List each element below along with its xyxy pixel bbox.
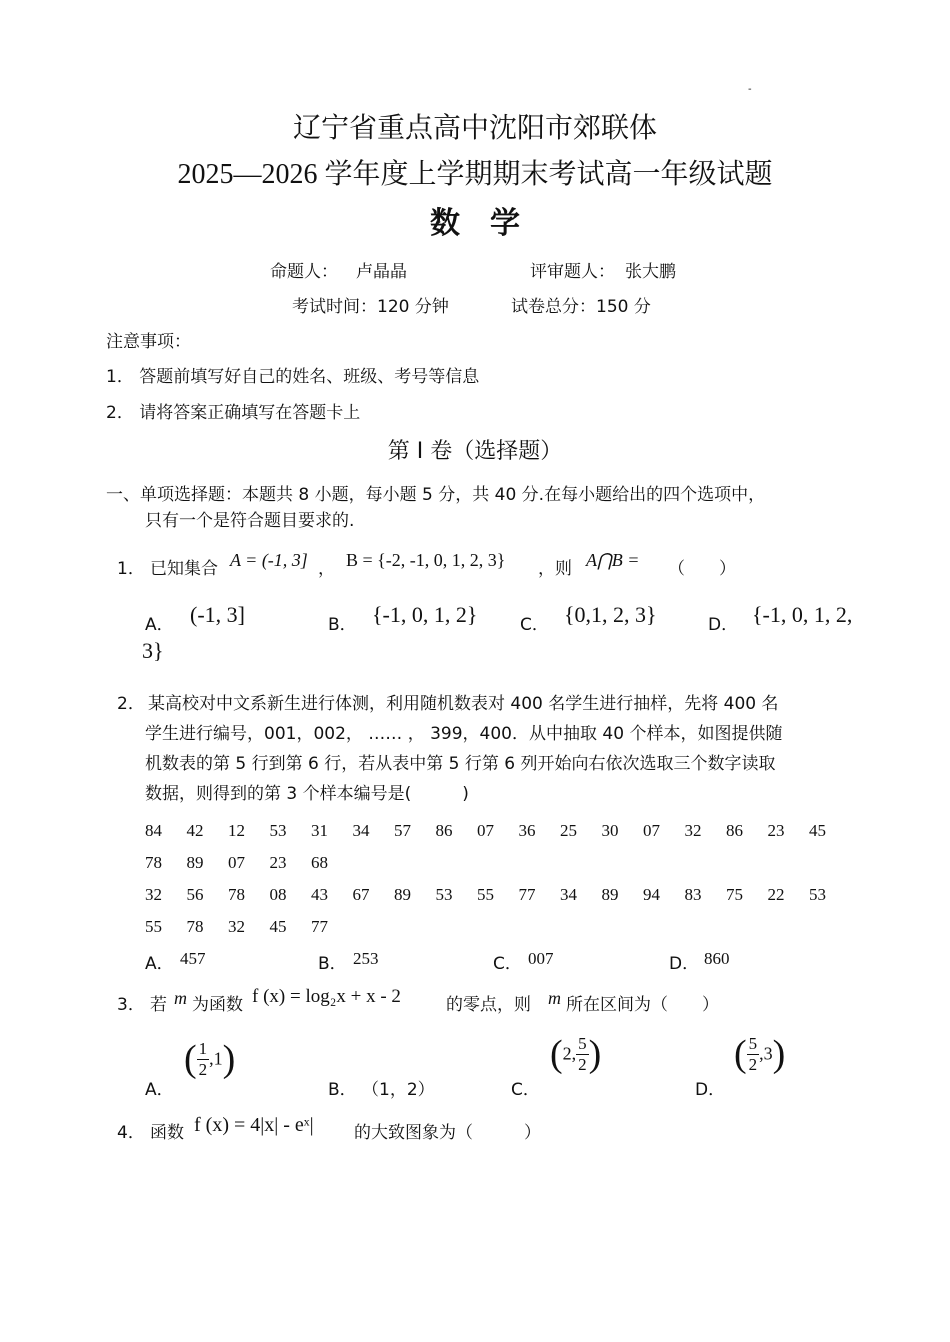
q4-tail: 的大致图象为（ ）	[354, 1123, 541, 1143]
q1-answer-blank: （ ）	[668, 559, 736, 579]
random-table-row	[145, 885, 851, 905]
left-paren-icon: (	[734, 1033, 747, 1075]
random-number: 77	[311, 917, 328, 936]
right-paren-icon: )	[222, 1038, 236, 1080]
random-number: 89	[601, 885, 619, 904]
random-number: 23	[767, 821, 785, 840]
random-number: 68	[311, 853, 328, 872]
left-paren-icon: (	[550, 1033, 563, 1075]
random-number: 89	[394, 885, 411, 904]
random-number: 94	[643, 885, 660, 904]
random-number: 55	[145, 917, 162, 936]
section-intro-line1: 一、单项选择题：本题共 8 小题，每小题 5 分，共 40 分.在每小题给出的四个选项中，	[106, 485, 766, 505]
random-number: 45	[809, 821, 826, 840]
random-number: 56	[186, 885, 204, 904]
q2-option-a-label: A．	[145, 954, 174, 974]
fraction: $\frac{1}{2}$	[198, 1038, 208, 1079]
random-number: 07	[477, 821, 494, 840]
q1-option-c: {0,1, 2, 3}	[564, 602, 657, 627]
q2-option-b-label: B．	[318, 954, 347, 974]
q3-number: 3．	[117, 995, 145, 1015]
random-number: 22	[767, 885, 785, 904]
random-number: 08	[269, 885, 287, 904]
q1-option-a-label: A．	[145, 615, 174, 635]
random-number: 78	[145, 853, 162, 872]
q1-number: 1．	[117, 559, 145, 579]
q2-option-c: 007	[528, 949, 554, 968]
q2-line: 学生进行编号，001，002， …… ， 399，400．从中抽取 40 个样本，如图提供随	[145, 724, 783, 744]
q3-option-a: ( $\frac{1}{2}$ ,1)	[184, 1038, 236, 1080]
left-paren-icon: (	[184, 1038, 197, 1080]
random-number: 53	[809, 885, 826, 904]
q1-option-d-label: D．	[708, 615, 739, 635]
q2-option-a: 457	[180, 949, 206, 968]
random-number: 55	[477, 885, 494, 904]
q3-post: 的零点，则	[446, 995, 531, 1015]
random-table-row	[145, 917, 353, 937]
random-number: 86	[726, 821, 743, 840]
fraction: $\frac{5}{2}$	[578, 1033, 587, 1074]
random-number: 32	[145, 885, 162, 904]
q3-var-m: m	[174, 988, 187, 1008]
random-number: 77	[518, 885, 536, 904]
random-number: 45	[269, 917, 287, 936]
q3-tail: 所在区间为（ ）	[566, 995, 719, 1015]
q3-option-b-label: B．	[328, 1080, 357, 1100]
q3-option-d-label: D．	[695, 1080, 726, 1100]
random-number: 57	[394, 821, 411, 840]
notes-title: 注意事项：	[106, 332, 191, 352]
random-number: 12	[228, 821, 245, 840]
random-number: 43	[311, 885, 328, 904]
corner-dot: -	[748, 84, 752, 95]
q4-function: f (x) = 4|x| - eˣ|	[194, 1114, 314, 1136]
note-item: 1． 答题前填写好自己的姓名、班级、考号等信息	[106, 367, 480, 387]
q1-set-a: A = (-1, 3]	[230, 550, 308, 570]
q1-option-b: {-1, 0, 1, 2}	[372, 602, 478, 627]
right-paren-icon: )	[588, 1033, 602, 1075]
q3-option-c: (2, $\frac{5}{2}$ )	[550, 1033, 602, 1075]
random-number: 83	[684, 885, 702, 904]
q1-option-b-label: B．	[328, 615, 357, 635]
q2-line: 数据，则得到的第 3 个样本编号是( )	[145, 784, 469, 804]
q1-option-a: (-1, 3]	[190, 602, 245, 627]
section-title: 第 I 卷（选择题）	[387, 439, 563, 464]
exam-title-line1: 辽宁省重点高中沈阳市郊联体	[292, 111, 657, 144]
random-number: 25	[560, 821, 577, 840]
random-number: 36	[518, 821, 536, 840]
section-intro-line2: 只有一个是符合题目要求的.	[145, 511, 355, 531]
subject-title: 数学	[430, 206, 550, 241]
exam-score: 试卷总分：150 分	[511, 297, 651, 317]
random-number: 89	[186, 853, 204, 872]
q2-option-d: 860	[704, 949, 730, 968]
random-number: 23	[269, 853, 287, 872]
exam-title-line2: 2025—2026 学年度上学期期末考试高一年级试题	[177, 159, 773, 190]
exam-time: 考试时间：120 分钟	[292, 297, 449, 317]
q2-line: 某高校对中文系新生进行体测，利用随机数表对 400 名学生进行抽样，先将 400 名	[148, 694, 779, 714]
random-table-row	[145, 853, 353, 873]
random-number: 78	[186, 917, 204, 936]
q2-option-b: 253	[353, 949, 379, 968]
right-paren-icon: )	[772, 1033, 786, 1075]
random-number: 32	[684, 821, 702, 840]
random-number: 53	[435, 885, 453, 904]
q1-option-d-cont: 3}	[142, 638, 164, 663]
q1-set-b: B = {-2, -1, 0, 1, 2, 3}	[346, 550, 506, 570]
q3-function: f (x) = log₂x + x - 2	[252, 986, 401, 1007]
reviewer-name: 张大鹏	[625, 262, 676, 282]
q3-option-c-label: C．	[511, 1080, 540, 1100]
random-number: 84	[145, 821, 162, 840]
random-number: 30	[601, 821, 619, 840]
q3-option-d: ( $\frac{5}{2}$ ,3)	[734, 1033, 786, 1075]
q1-text: 已知集合	[150, 559, 218, 579]
q1-option-c-label: C．	[520, 615, 549, 635]
random-number: 75	[726, 885, 743, 904]
q1-comma: ，	[318, 559, 335, 579]
q2-line: 机数表的第 5 行到第 6 行，若从表中第 5 行第 6 列开始向右依次选取三个数字读取	[145, 754, 776, 774]
q3-pre: 若	[150, 995, 167, 1015]
q4-pre: 函数	[150, 1123, 184, 1143]
random-number: 07	[643, 821, 660, 840]
random-number: 42	[186, 821, 204, 840]
author-label: 命题人：	[270, 262, 338, 282]
q2-number: 2．	[117, 694, 145, 714]
random-number: 34	[560, 885, 577, 904]
q4-number: 4．	[117, 1123, 145, 1143]
q1-intersection: A⋂B =	[586, 550, 640, 570]
q2-option-d-label: D．	[669, 954, 700, 974]
random-number: 31	[311, 821, 328, 840]
fraction: $\frac{5}{2}$	[748, 1033, 758, 1074]
q3-mid: 为函数	[192, 995, 243, 1015]
random-number: 53	[269, 821, 287, 840]
random-number: 67	[352, 885, 370, 904]
note-item: 2． 请将答案正确填写在答题卡上	[106, 403, 361, 423]
reviewer-label: 评审题人：	[530, 262, 615, 282]
q3-var-m2: m	[548, 988, 561, 1008]
random-number: 34	[352, 821, 370, 840]
random-number: 32	[228, 917, 245, 936]
q3-option-b: （1，2）	[362, 1080, 435, 1100]
q3-option-a-label: A．	[145, 1080, 174, 1100]
random-number: 78	[228, 885, 245, 904]
q1-option-d: {-1, 0, 1, 2,	[752, 602, 853, 627]
random-table-row	[145, 821, 851, 841]
q1-then: ，则	[538, 559, 572, 579]
random-number: 07	[228, 853, 245, 872]
author-name: 卢晶晶	[356, 262, 407, 282]
random-number: 86	[435, 821, 453, 840]
q2-option-c-label: C．	[493, 954, 522, 974]
